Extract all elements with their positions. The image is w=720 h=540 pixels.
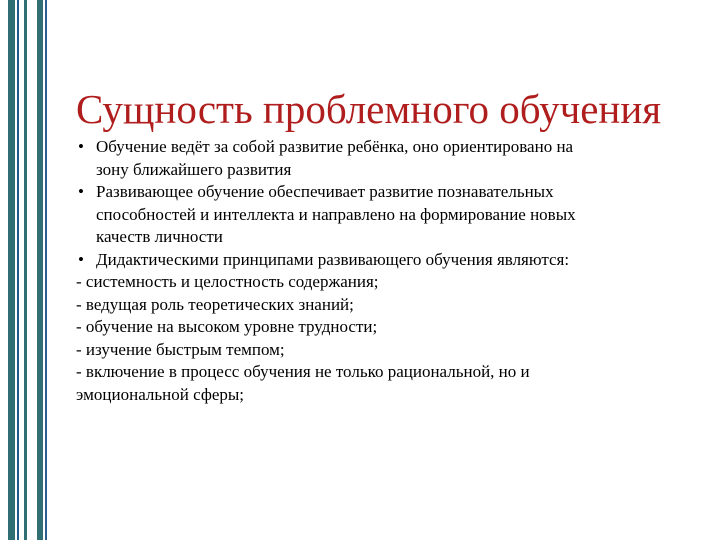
bullet-item — [76, 181, 676, 249]
decorative-stripe — [37, 0, 43, 540]
decorative-stripe — [45, 0, 47, 540]
bullet-text: Развивающее обучение обеспечивает развитие познавательных — [96, 182, 554, 201]
bullet-icon: • — [78, 249, 84, 269]
principle-item: - ведущая роль теоретических знаний; — [76, 294, 354, 314]
bullet-icon: • — [78, 137, 84, 156]
principle-item: - включение в процесс обучения не только рациональной, но и — [76, 362, 530, 381]
bullet-text: Обучение ведёт за собой развитие ребёнка, оно ориентировано на — [96, 137, 574, 156]
bullet-item — [76, 249, 676, 272]
slide-content — [76, 136, 676, 406]
decorative-stripe — [8, 0, 15, 540]
principle-item: - обучение на высоком уровне трудности; — [76, 317, 378, 336]
principle-item: - системность и целостность содержания; — [76, 272, 379, 291]
bullet-text: качеств личности — [96, 227, 223, 246]
bullet-text: способностей и интеллекта и направлено на формирование новых — [96, 204, 576, 224]
bullet-item — [76, 136, 676, 181]
decorative-stripe — [24, 0, 27, 540]
bullet-icon: • — [78, 182, 84, 201]
principle-item: - изучение быстрым темпом; — [76, 339, 285, 359]
decorative-stripe — [17, 0, 19, 540]
slide-title: Сущность проблемного обучения — [76, 86, 662, 133]
bullet-text: зону ближайшего развития — [96, 159, 292, 179]
principle-item: эмоциональной сферы; — [76, 384, 245, 404]
bullet-text: Дидактическими принципами развивающего обучения являются: — [96, 249, 570, 269]
